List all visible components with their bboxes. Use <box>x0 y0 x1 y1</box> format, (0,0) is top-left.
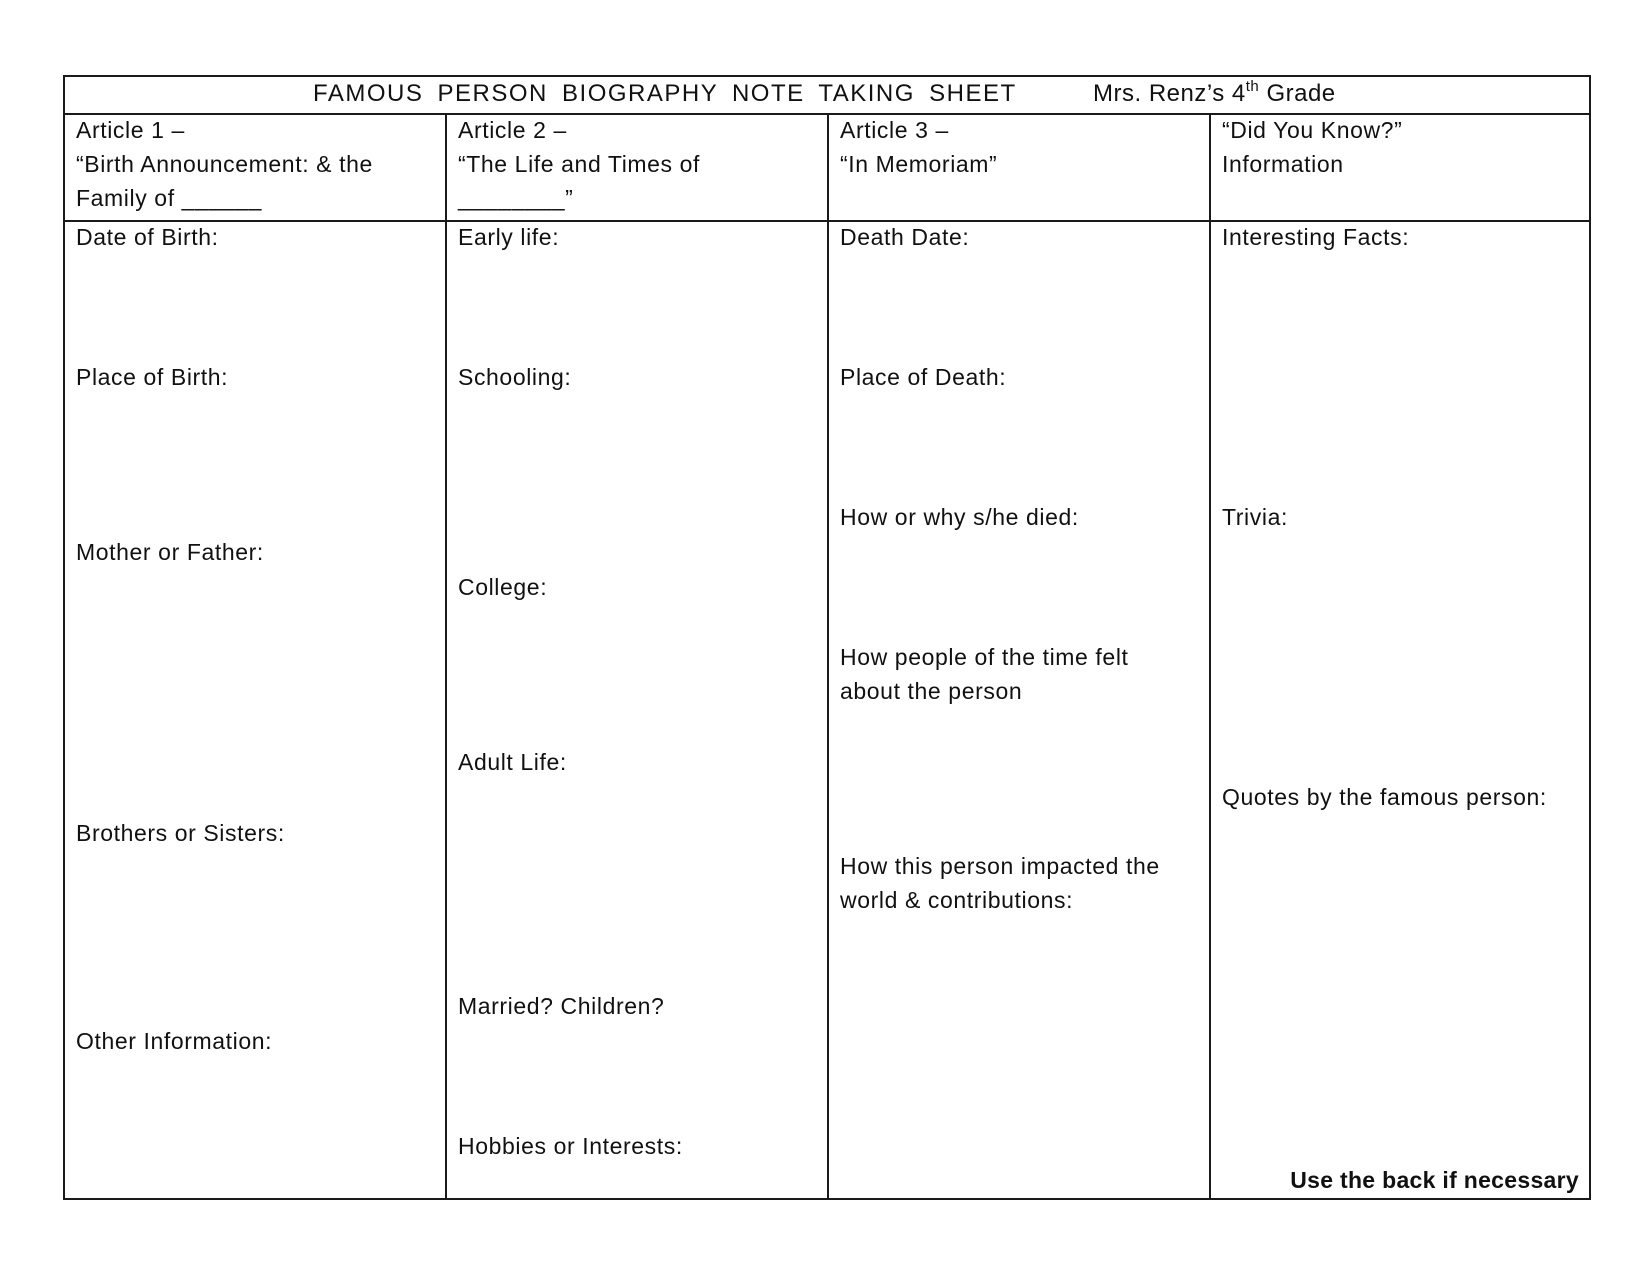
col2-heading-line2: “The Life and Times of <box>458 151 701 177</box>
prompt-early-life: Early life: <box>458 224 560 250</box>
col4-heading-line1: “Did You Know?” <box>1222 117 1403 143</box>
prompt-schooling: Schooling: <box>458 364 572 390</box>
footer-note: Use the back if necessary <box>1290 1167 1579 1193</box>
grade-superscript: th <box>1245 78 1260 95</box>
prompt-hobbies-or-interests: Hobbies or Interests: <box>458 1133 683 1159</box>
prompt-trivia: Trivia: <box>1222 504 1288 530</box>
col3-heading-line1: Article 3 – <box>840 117 949 143</box>
col1-heading-line2: “Birth Announcement: & the <box>76 151 373 177</box>
col2-heading-line1: Article 2 – <box>458 117 567 143</box>
col4-heading-line2: Information <box>1222 151 1344 177</box>
grade-label-text: Grade <box>1259 80 1336 107</box>
prompt-place-of-death: Place of Death: <box>840 364 1007 390</box>
col2-heading-line3: ________” <box>458 185 574 211</box>
prompt-mother-or-father: Mother or Father: <box>76 539 264 565</box>
prompt-other-information: Other Information: <box>76 1028 273 1054</box>
prompt-interesting-facts: Interesting Facts: <box>1222 224 1410 250</box>
col3-heading-line2: “In Memoriam” <box>840 151 998 177</box>
teacher-grade-label <box>1093 80 1336 108</box>
prompt-adult-life: Adult Life: <box>458 749 567 775</box>
column-divider <box>445 113 447 1198</box>
col1-heading-line3: Family of ______ <box>76 185 263 211</box>
prompt-impact-line2: world & contributions: <box>840 887 1074 913</box>
prompt-death-date: Death Date: <box>840 224 970 250</box>
col1-heading-line1: Article 1 – <box>76 117 185 143</box>
prompt-brothers-or-sisters: Brothers or Sisters: <box>76 820 285 846</box>
prompt-place-of-birth: Place of Birth: <box>76 364 229 390</box>
column-divider <box>827 113 829 1198</box>
prompt-college: College: <box>458 574 548 600</box>
prompt-married-children: Married? Children? <box>458 993 665 1019</box>
sheet-title: FAMOUS PERSON BIOGRAPHY NOTE TAKING SHEET <box>313 80 1017 107</box>
prompt-how-people-felt-line2: about the person <box>840 678 1023 704</box>
prompt-date-of-birth: Date of Birth: <box>76 224 219 250</box>
prompt-quotes: Quotes by the famous person: <box>1222 784 1547 810</box>
prompt-how-or-why-died: How or why s/he died: <box>840 504 1079 530</box>
prompt-how-people-felt-line1: How people of the time felt <box>840 644 1129 670</box>
column-divider <box>1209 113 1211 1198</box>
note-taking-sheet <box>63 75 1591 1200</box>
prompt-impact-line1: How this person impacted the <box>840 853 1160 879</box>
title-row <box>65 77 1589 115</box>
teacher-label-text: Mrs. Renz’s 4 <box>1093 80 1246 107</box>
